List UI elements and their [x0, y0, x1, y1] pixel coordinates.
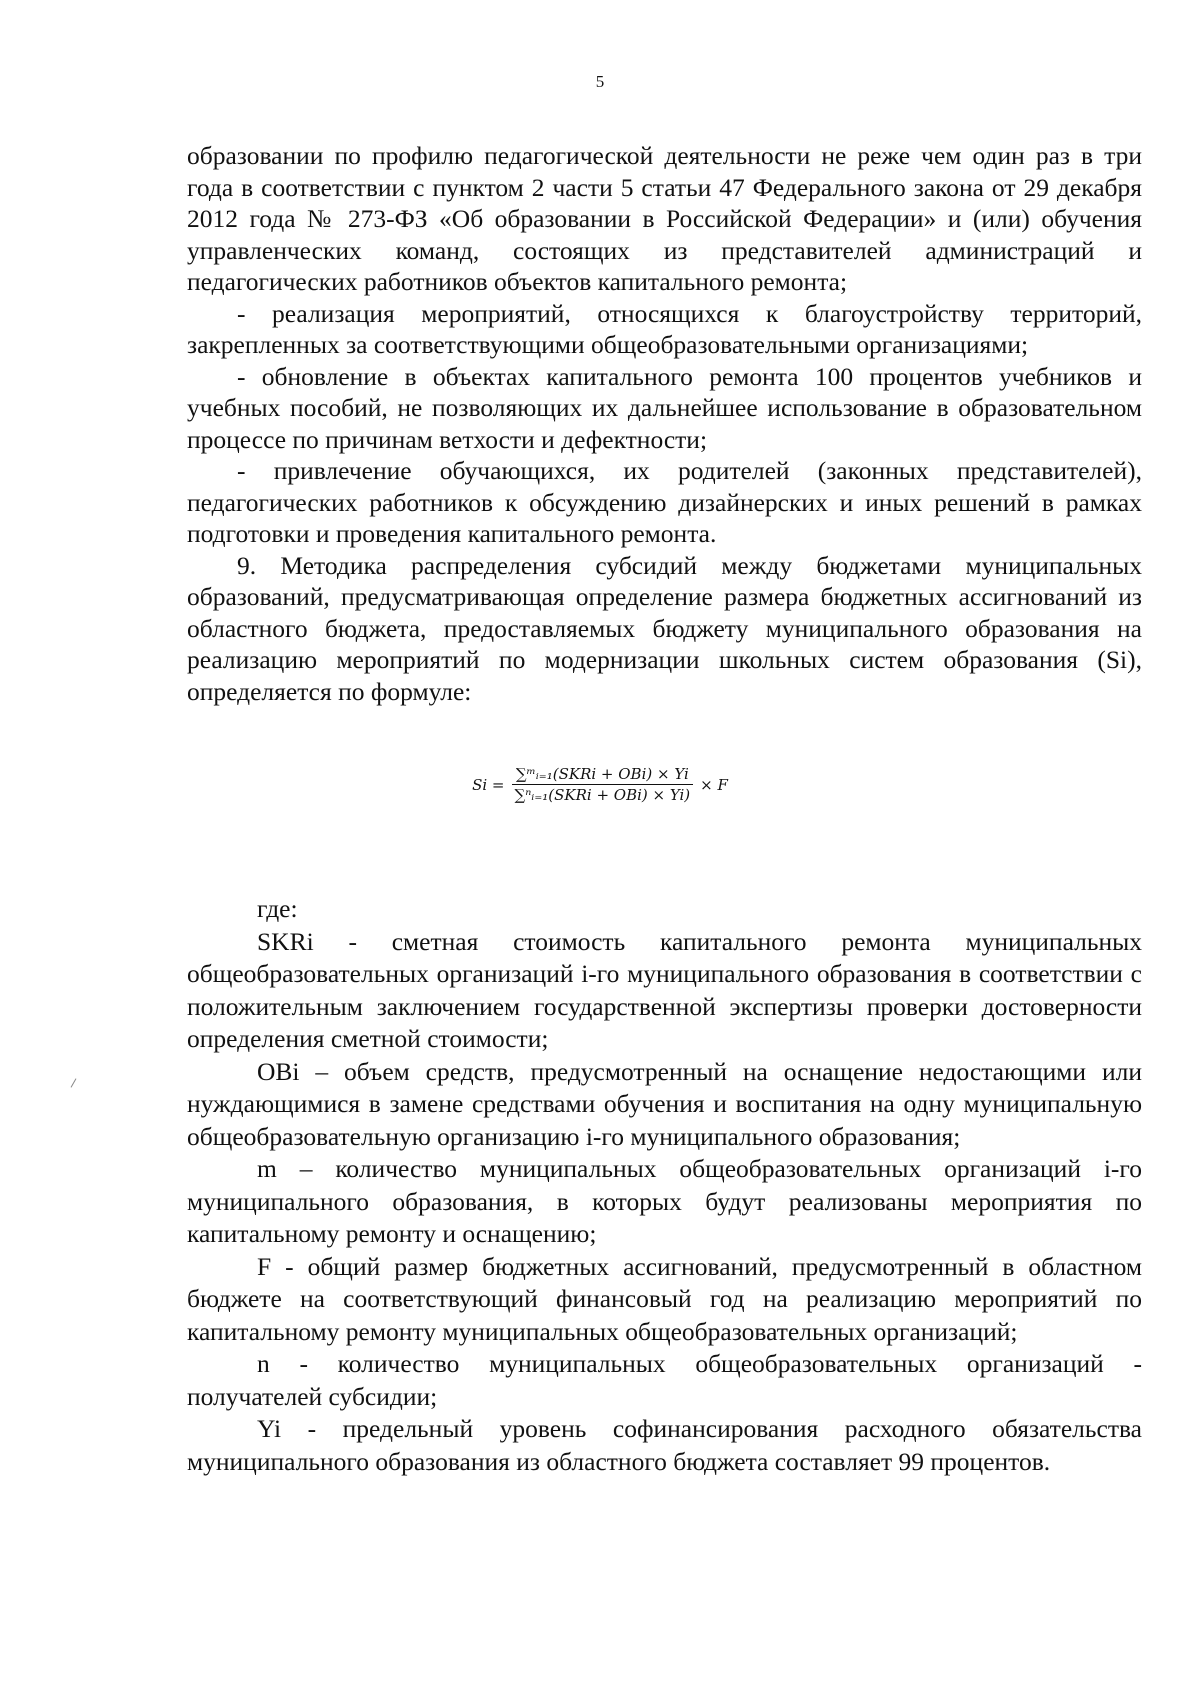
formula-fraction [511, 765, 695, 804]
definition-f: F - общий размер бюджетных ассигнований, предусмотренный в областном бюджете на соответствующий финансовый год на реализацию мероприятий по капитальному ремонту муниципальных общеобразовательных организаций; [187, 1251, 1142, 1346]
definition-skri: SKRi - сметная стоимость капитального ремонта муниципальных общеобразовательных организаций i-го муниципального образования в соответствии с положительным заключением государственной экспертизы проверки достоверности определения сметной стоимости; [187, 926, 1142, 1053]
definition-n: n - количество муниципальных общеобразовательных организаций - получателей субсидии; [187, 1349, 1142, 1411]
definition-obi: OBi – объем средств, предусмотренный на оснащение недостающими или нуждающимися в замене средствами обучения и воспитания на одну муниципальную общеобразовательную организацию i-го муниципального образования; [187, 1056, 1142, 1151]
main-text [187, 140, 1142, 707]
page-number: 5 [595, 72, 605, 91]
scan-mark [71, 1078, 77, 1087]
formula-numerator: ∑ᵐᵢ₌₁(SKRi + OBi) × Yi [512, 765, 693, 785]
paragraph-textbooks: - обновление в объектах капитального ремонта 100 процентов учебников и учебных пособий, не позволяющих их дальнейшее использование в образовательном процессе по причинам ветхости и дефектности; [187, 361, 1142, 454]
definition-m: m – количество муниципальных общеобразовательных организаций i-го муниципального образования, в которых будут реализованы мероприятия по капитальному ремонту и оснащению; [187, 1154, 1142, 1248]
paragraph-education: образовании по профилю педагогической деятельности не реже чем один раз в три года в соответствии с пунктом 2 части 5 статьи 47 Федерального закона от 29 декабря 2012 года № 273-ФЗ «Об образовании в Российской Федерации» и (или) обучения управленческих команд, состоящих из представителей администраций и педагогических работников объектов капитального ремонта; [187, 141, 1142, 296]
paragraph-landscaping: - реализация мероприятий, относящихся к благоустройству территорий, закрепленных за соответствующими общеобразовательными организациями; [187, 298, 1142, 359]
formula-denominator: ∑ⁿᵢ₌₁(SKRi + OBi) × Yi) [514, 786, 691, 804]
paragraph-methodology: 9. Методика распределения субсидий между бюджетами муниципальных образований, предусматривающая определение размера бюджетных ассигнований из областного бюджета, предоставляемых бюджету муниципального образования на реализацию мероприятий по модернизации школьных систем образования (Si), определяется по формуле: [187, 550, 1142, 706]
where-label: где: [257, 894, 298, 923]
formula-rhs: × F [700, 775, 728, 794]
definitions [187, 893, 1142, 1478]
formula-lhs: Si = [472, 775, 505, 794]
subsidy-formula [0, 765, 1200, 804]
definition-yi: Yi - предельный уровень софинансирования расходного обязательства муниципального образования из областного бюджета составляет 99 процентов. [187, 1414, 1142, 1476]
paragraph-involvement: - привлечение обучающихся, их родителей (законных представителей), педагогических работников к обсуждению дизайнерских и иных решений в рамках подготовки и проведения капитального ремонта. [187, 456, 1142, 548]
